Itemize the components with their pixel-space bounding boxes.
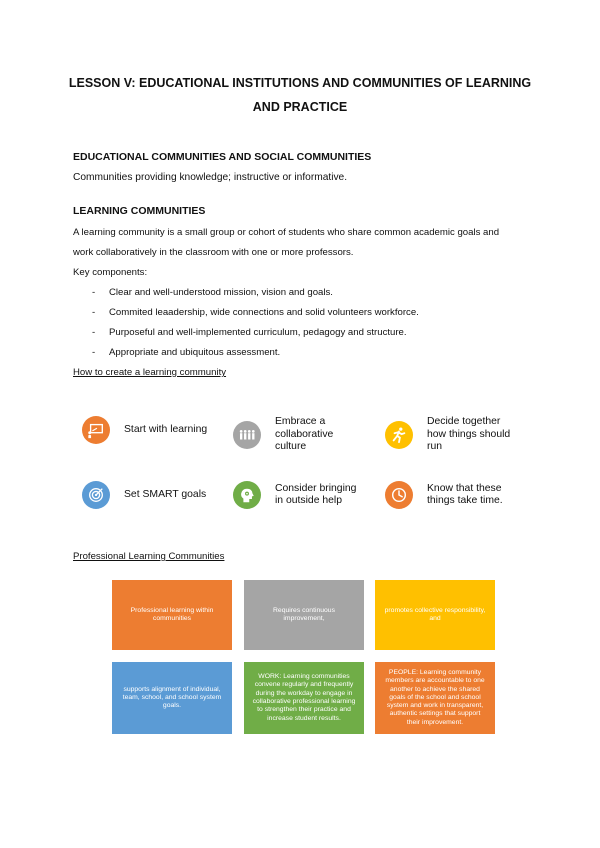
- bullet-dash: -: [92, 347, 96, 358]
- definition-line-2: work collaboratively in the classroom with one or more professors.: [73, 247, 354, 258]
- step-label-line: Embrace a: [275, 416, 326, 427]
- clock-icon: [385, 481, 413, 509]
- step-label-line: things take time.: [427, 495, 503, 506]
- bullet-item: [92, 287, 333, 298]
- bullet-item: [92, 307, 419, 318]
- bullet-item: [92, 347, 280, 358]
- plc-box-professional-learning: Professional learning within communities: [112, 580, 232, 650]
- bullet-text: Commited leaadership, wide connections and solid volunteers workforce.: [109, 307, 419, 318]
- bullet-dash: -: [92, 287, 96, 298]
- plc-heading: Professional Learning Communities: [73, 551, 225, 562]
- page-title-line-1: LESSON V: EDUCATIONAL INSTITUTIONS AND COMMUNITIES OF LEARNING: [68, 76, 532, 90]
- step-label: [124, 424, 207, 437]
- step-take-time: [385, 481, 503, 509]
- step-label-line: Set SMART goals: [124, 488, 207, 500]
- step-outside-help: [233, 481, 356, 509]
- step-label-line: in outside help: [275, 495, 343, 506]
- step-start-with-learning: [82, 416, 207, 444]
- step-label-line: culture: [275, 441, 307, 452]
- step-label-line: Know that these: [427, 482, 502, 494]
- step-label-line: Consider bringing: [275, 482, 357, 494]
- step-set-smart-goals: [82, 481, 206, 509]
- plc-box-continuous-improvement: Requires continuous improvement,: [244, 580, 364, 650]
- definition-line-1: A learning community is a small group or cohort of students who share common academic goals and: [73, 227, 500, 238]
- step-embrace-collaborative-culture: [233, 416, 333, 454]
- plc-box-work: WORK: Learning communities convene regularly and frequently during the workday to engage in collaborative professional learning to strengthen their practice and increase student results.: [244, 662, 364, 734]
- how-to-create-link: How to create a learning community: [73, 367, 227, 378]
- step-label-line: how things should: [427, 428, 511, 440]
- step-label: [275, 416, 333, 454]
- key-components-label: Key components:: [73, 267, 148, 278]
- bullet-text: Appropriate and ubiquitous assessment.: [109, 347, 281, 358]
- runner-icon: [385, 421, 413, 449]
- step-label: [427, 483, 503, 508]
- step-label-line: Start with learning: [124, 423, 208, 435]
- step-label: [124, 489, 206, 502]
- people-icon: [233, 421, 261, 449]
- target-icon: [82, 481, 110, 509]
- plc-box-collective-responsibility: promotes collective responsibility, and: [375, 580, 495, 650]
- plc-box-alignment: supports alignment of individual, team, school, and school system goals.: [112, 662, 232, 734]
- step-decide-together: [385, 416, 510, 454]
- step-label-line: run: [427, 441, 443, 452]
- page-title-line-2: AND PRACTICE: [252, 100, 348, 114]
- section-text-communities: Communities providing knowledge; instructive or informative.: [73, 172, 348, 183]
- bullet-dash: -: [92, 327, 96, 338]
- bullet-item: [92, 327, 407, 338]
- step-label: [275, 483, 356, 508]
- section-heading-learning-communities: LEARNING COMMUNITIES: [73, 205, 206, 217]
- step-label-line: Decide together: [427, 416, 501, 427]
- bullet-text: Clear and well-understood mission, vision and goals.: [109, 287, 333, 298]
- step-label-line: collaborative: [275, 428, 334, 440]
- bullet-dash: -: [92, 307, 96, 318]
- head-gear-icon: [233, 481, 261, 509]
- presentation-icon: [82, 416, 110, 444]
- plc-box-people: PEOPLE: Learning community members are accountable to one another to achieve the shared goals of the school and school system and work in transparent, authentic settings that support their improvement.: [375, 662, 495, 734]
- step-label: [427, 416, 510, 454]
- section-heading-educational-communities: EDUCATIONAL COMMUNITIES AND SOCIAL COMMUNITIES: [73, 151, 372, 163]
- bullet-text: Purposeful and well-implemented curriculum, pedagogy and structure.: [109, 327, 407, 338]
